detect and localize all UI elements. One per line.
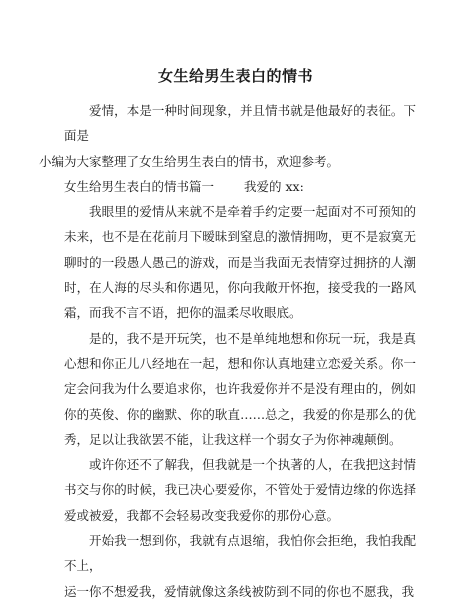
paragraph-4 bbox=[64, 528, 416, 579]
intro-line-2: 小编为大家整理了女生给男生表白的情书，欢迎参考。 bbox=[39, 153, 340, 169]
intro-line-1: 爱情，本是一种时间现象，并且情书就是他最好的表征。下面是 bbox=[64, 103, 416, 144]
intro-paragraph bbox=[39, 98, 416, 174]
section-heading-line bbox=[64, 174, 416, 199]
section-heading: 女生给男生表白的情书篇一 bbox=[64, 178, 215, 194]
document-body bbox=[39, 98, 416, 604]
last-line: 开始我一想到你，我就有点退缩，我怕你会拒绝，我怕我配不上， bbox=[64, 533, 416, 574]
paragraph-2: 是的，我不是开玩笑，也不是单纯地想和你玩一玩，我是真心想和你正儿八经地在一起，想和你认真地建立恋爱关系。你一定会问我为什么要追求你，也许我爱你并不是没有理由的，例如你的英俊、你的幽默、你的耿直……总之，我爱的你是那么的优秀，足以让我欲罢不能，让我这样一个弱女子为你神魂颠倒。 bbox=[64, 330, 416, 447]
cut-off-line: 运一你不想爱我，爱情就像这条线被防到不同的你也不愿我，我 bbox=[64, 583, 415, 599]
paragraph-1: 我眼里的爱情从来就不是牵着手约定要一起面对不可预知的未来，也不是在花前月下暧昧到窒息的激情拥吻，更不是寂寞无聊时的一段愚人愚己的游戏，而是当我面无表情穿过拥挤的人潮时，在人海的尽头和你遇见，你向我敞开怀抱，接受我的一路风霜，而我不言不语，把你的温柔尽收眼底。 bbox=[64, 204, 416, 321]
paragraph-3: 或许你还不了解我，但我就是一个执著的人，在我把这封情书交与你的时候，我已决心要爱你，不管处于爱情边缘的你选择爱或被爱，我都不会轻易改变我爱你的那份心意。 bbox=[64, 457, 416, 523]
document-title: 女生给男生表白的情书 bbox=[157, 67, 313, 85]
salutation: 我爱的 xx: bbox=[244, 178, 304, 194]
